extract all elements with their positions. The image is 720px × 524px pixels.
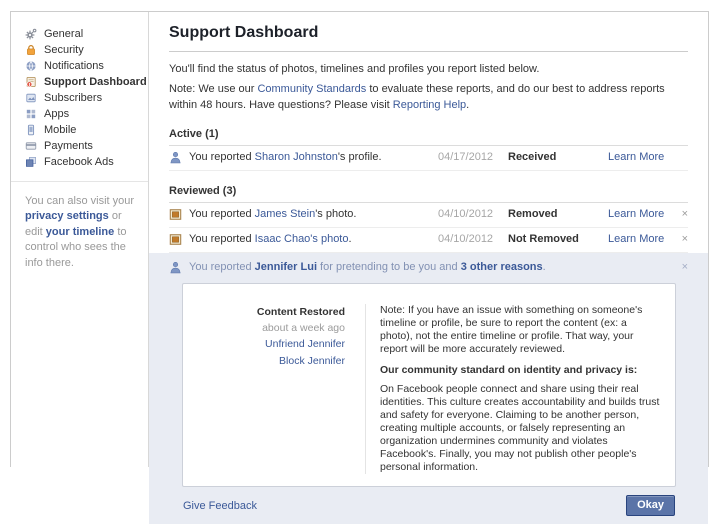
expanded-report-row: You reported Jennifer Lui for pretending to be you and 3 other reasons. × <box>169 253 688 281</box>
sidebar-item-label: Payments <box>44 140 93 152</box>
apps-grid-icon <box>25 108 37 120</box>
report-flag-icon <box>25 76 37 88</box>
main-content <box>149 12 708 512</box>
sidebar-note-text: You can also visit your <box>25 195 135 207</box>
photo-icon <box>169 233 182 246</box>
reported-person-link[interactable]: Jennifer Lui <box>254 261 317 274</box>
status-badge: Received <box>508 151 557 164</box>
report-detail-box <box>182 283 676 488</box>
sidebar-item-mobile[interactable] <box>11 122 148 138</box>
close-icon[interactable]: × <box>681 233 688 246</box>
sidebar-item-support-dashboard[interactable] <box>11 74 148 90</box>
reporting-help-link[interactable]: Reporting Help <box>392 98 467 111</box>
report-row: You reported Sharon Johnston's profile. 04/17/2012 Received Learn More <box>169 146 688 171</box>
learn-more-link[interactable]: Learn More <box>608 208 665 221</box>
settings-card <box>10 11 709 512</box>
intro-text: You'll find the status of photos, timelines and profiles you report listed below. <box>169 63 540 75</box>
report-date: 04/10/2012 <box>438 208 494 221</box>
person-icon <box>169 261 182 274</box>
gear-icon <box>25 28 37 40</box>
sidebar-item-facebook-ads[interactable] <box>11 154 148 170</box>
other-reasons-link[interactable]: 3 other reasons <box>460 261 543 274</box>
close-icon[interactable]: × <box>681 208 688 221</box>
lock-icon <box>25 44 37 56</box>
expanded-report-panel <box>149 253 708 524</box>
close-icon[interactable]: × <box>681 261 688 274</box>
okay-button[interactable]: Okay <box>626 495 675 516</box>
block-link[interactable]: Block Jennifer <box>279 354 345 367</box>
privacy-settings-link[interactable]: privacy settings <box>25 210 109 223</box>
report-date: 04/10/2012 <box>438 233 494 246</box>
status-badge: Removed <box>508 208 558 221</box>
sidebar-item-label: Apps <box>44 108 70 120</box>
report-text: You reported <box>189 233 255 246</box>
report-text: You reported <box>189 261 255 274</box>
mobile-phone-icon <box>25 124 37 136</box>
settings-sidebar <box>11 12 149 467</box>
report-text: You reported <box>189 151 255 164</box>
report-row: You reported James Stein's photo. 04/10/2012 Removed Learn More × <box>169 203 688 228</box>
globe-icon <box>25 60 37 72</box>
report-row: You reported Isaac Chao's photo. 04/10/2012 Not Removed Learn More × <box>169 228 688 253</box>
report-detail-info <box>365 304 665 475</box>
person-icon <box>169 151 182 164</box>
photo-frame-icon <box>25 92 37 104</box>
report-timestamp: about a week ago <box>262 322 345 335</box>
sidebar-item-label: Security <box>44 44 84 56</box>
section-title-active: Active (1) <box>169 128 688 146</box>
sidebar-item-label: Notifications <box>44 60 104 72</box>
sidebar-item-security[interactable] <box>11 42 148 58</box>
page-title: Support Dashboard <box>169 24 688 52</box>
your-timeline-link[interactable]: your timeline <box>45 225 115 238</box>
unfriend-link[interactable]: Unfriend Jennifer <box>265 338 345 351</box>
note-paragraph: Note: We use our Community Standards to evaluate these reports, and do our best to address reports within 48 hours. Have questions? Please visit Reporting Help. <box>169 83 665 111</box>
section-title-reviewed: Reviewed (3) <box>169 185 688 203</box>
reported-person-link[interactable]: James Stein <box>254 208 316 221</box>
content-restored-status: Content Restored <box>256 305 345 318</box>
learn-more-link[interactable]: Learn More <box>608 151 665 164</box>
learn-more-link[interactable]: Learn More <box>608 233 665 246</box>
sidebar-item-label: Facebook Ads <box>44 156 114 168</box>
photo-icon <box>169 208 182 221</box>
ads-squares-icon <box>25 156 37 168</box>
community-standard-body: On Facebook people connect and share using their real identities. This culture creates accountability and builds trust and safety for everyone. Claiming to be another person, creating multiple accounts, or falsely representing an organization undermines community and violates Facebook's. Finally, you may not publish other people's personal information. <box>380 382 660 474</box>
community-standard-heading: Our community standard on identity and privacy is: <box>380 364 638 377</box>
community-standards-link[interactable]: Community Standards <box>257 83 367 95</box>
credit-card-icon <box>25 140 37 152</box>
sidebar-item-label: General <box>44 28 84 40</box>
report-date: 04/17/2012 <box>438 151 494 164</box>
report-text: You reported <box>189 208 255 221</box>
sidebar-item-notifications[interactable] <box>11 58 148 74</box>
sidebar-item-general[interactable] <box>11 26 148 42</box>
panel-footer <box>169 487 688 524</box>
sidebar-item-label: Mobile <box>44 124 77 136</box>
sidebar-item-label: Subscribers <box>44 92 103 104</box>
reported-photo-link[interactable]: Isaac Chao's photo <box>254 233 349 246</box>
sidebar-item-label: Support Dashboard <box>44 76 147 88</box>
sidebar-item-payments[interactable] <box>11 138 148 154</box>
report-note-text: Note: If you have an issue with something on someone's timeline or profile, be sure to report the content (ex: a photo), not the entire timeline or profile. That way, your report will be more accurately reviewed. <box>380 303 643 356</box>
status-badge: Not Removed <box>508 233 579 246</box>
reported-person-link[interactable]: Sharon Johnston <box>254 151 338 164</box>
report-detail-actions <box>197 304 365 475</box>
sidebar-item-subscribers[interactable] <box>11 90 148 106</box>
sidebar-note: You can also visit your privacy settings or edit your timeline to control who sees the info there. <box>25 195 135 269</box>
sidebar-item-apps[interactable] <box>11 106 148 122</box>
give-feedback-link[interactable]: Give Feedback <box>183 499 257 512</box>
